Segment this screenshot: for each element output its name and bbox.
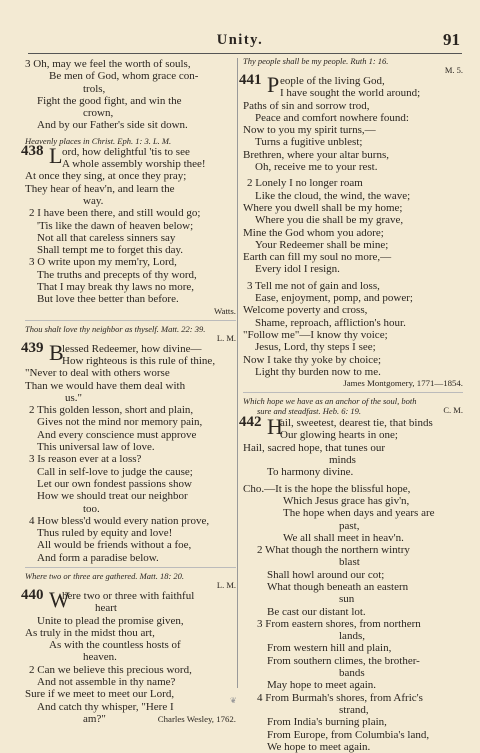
verse-line: Earth can fill my soul no more,— (243, 251, 392, 264)
hymn-number: 440 (21, 586, 44, 603)
verse-line: sun (339, 593, 355, 606)
header-rule (28, 53, 462, 54)
right-column (239, 56, 463, 753)
verse-line: Gives not the mind nor memory pain, (37, 416, 203, 429)
verse-line: 3 Tell me not of gain and loss, (247, 279, 380, 292)
verse-line: Call in self-love to judge the cause; (37, 465, 193, 478)
verse-line: From western hill and plain, (267, 642, 392, 655)
verse-line: Fight the good fight, and win the (37, 94, 182, 107)
verse-line: 2 Lonely I no longer roam (247, 177, 363, 190)
verse-line: Where you die shall be my grave, (255, 214, 404, 227)
verse-line: And every conscience must approve (37, 428, 197, 441)
hymn-heading: Thy people shall be my people. Ruth 1: 16. (243, 56, 389, 66)
verse-line: 2 What though the northern wintry (257, 544, 410, 557)
verse-line: Ease, enjoyment, pomp, and power; (255, 292, 413, 305)
hymn-separator (25, 567, 236, 568)
verse-line: From Europe, from Columbia's land, (267, 728, 430, 741)
chorus-line: The hope when days and years are (283, 507, 435, 520)
verse-line: 'Tis like the dawn of heaven below; (37, 219, 194, 232)
verse-line: As with the countless hosts of (49, 639, 181, 652)
hymn-442 (239, 396, 463, 753)
hymn-separator (243, 392, 463, 393)
verse-line: Oh, receive me to your rest. (255, 161, 378, 174)
verse-line: Jesus, Lord, thy steps I see; (255, 341, 376, 354)
verse-line: crown, (83, 107, 114, 120)
drop-cap: L (49, 142, 63, 168)
verse-line: "Follow me"—I know thy voice; (243, 328, 388, 341)
verse-line: 3 From eastern shores, from northern (257, 617, 421, 630)
verse-text: lessed Redeemer, how divine— (62, 342, 202, 355)
verse-text: here two or three with faithful (62, 589, 195, 602)
page-number: 91 (443, 30, 460, 49)
verse-line: Where you dwell shall be my home; (243, 201, 403, 214)
verse-line: Like the cloud, the wind, the wave; (255, 189, 411, 202)
hymn-441 (239, 56, 463, 389)
chorus-line: We all shall meet in heav'n. (283, 531, 404, 544)
verse-line: 3 Oh, may we feel the worth of souls, (25, 58, 191, 70)
verse-text: ord, how delightful 'tis to see (62, 145, 190, 158)
verse-line: Mine the God whom you adore; (243, 226, 384, 239)
verse-line: The truths and precepts of thy word, (37, 268, 197, 281)
verse-line: But love thee better than before. (37, 293, 179, 306)
verse-text: eople of the living God, (280, 75, 385, 87)
verse-line: Shall tempt me to forget this day. (37, 244, 184, 257)
verse-line: Let our own fondest passions show (37, 477, 192, 490)
hymn-meter: C. M. (443, 405, 463, 416)
drop-cap: P (267, 72, 280, 97)
hymn-heading: Where two or three are gathered. Matt. 18: 20. (25, 570, 185, 581)
verse-line: trols, (83, 82, 106, 95)
verse-line: Brethren, where your altar burns, (243, 148, 390, 161)
verse-line: Unite to plead the promise given, (37, 614, 184, 627)
verse-line: Welcome poverty and cross, (243, 304, 368, 317)
verse-line: 2 Can we believe this precious word, (29, 663, 192, 676)
running-title: Unity. (216, 32, 264, 48)
verse-line: Turns a fugitive unblest; (255, 136, 363, 149)
verse-line: 3 Is reason ever at a loss? (29, 453, 142, 466)
verse-line: 4 How bless'd would every nation prove, (29, 514, 210, 527)
hymn-number: 441 (239, 72, 262, 88)
verse-line: 2 This golden lesson, short and plain, (29, 404, 194, 417)
drop-cap: W (49, 586, 70, 612)
verse-line: Thus ruled by equity and love! (37, 527, 173, 540)
verse-line: To harmony divine. (267, 466, 354, 479)
verse-line: What though beneath an eastern (267, 580, 409, 593)
verse-line: They hear of heav'n, and learn the (25, 182, 175, 195)
hymn-437-tail (25, 58, 236, 132)
verse-line: Our glowing hearts in one; (280, 429, 398, 442)
verse-line: "Never to deal with others worse (25, 367, 170, 380)
verse-line: minds (329, 454, 356, 467)
column-divider (237, 58, 238, 688)
hymn-heading: Which hope we have as an anchor of the soul, both (243, 396, 417, 407)
verse-line: Light thy burden now to me. (255, 365, 381, 378)
verse-line: us." (65, 391, 83, 404)
verse-line: This universal law of love. (37, 441, 155, 454)
verse-line: As truly in the midst thou art, (25, 626, 155, 639)
verse-line: Be men of God, whom grace con- (49, 70, 199, 83)
hymn-author: Watts. (213, 305, 236, 316)
drop-cap: H (267, 414, 283, 440)
verse-line: That I may break thy laws no more, (37, 281, 195, 294)
hymn-438 (21, 135, 236, 317)
verse-line: Sure if we meet to meet our Lord, (25, 688, 175, 701)
verse-line: At once they sing, at once they pray; (25, 170, 187, 183)
verse-line: I have sought the world around; (280, 87, 421, 100)
verse-text: ail, sweetest, dearest tie, that binds (280, 417, 433, 430)
verse-line: And catch thy whisper, "Here I (37, 700, 174, 713)
left-column (21, 58, 236, 727)
hymn-number: 438 (21, 142, 44, 159)
hymn-meter: L. M. (216, 332, 236, 343)
verse-line: All would be friends without a foe, (37, 539, 192, 552)
verse-line: How righteous is this rule of thine, (62, 354, 216, 367)
hymn-number: 439 (21, 339, 44, 356)
verse-line: Shall howl around our cot; (267, 568, 385, 581)
verse-line: Peace and comfort nowhere found: (255, 111, 409, 124)
verse-line: 2 I have been there, and still would go; (29, 207, 201, 220)
verse-line: And not assemble in thy name? (37, 676, 176, 689)
hymn-heading: Heavenly places in Christ. Eph. 1: 3. L. M. (25, 135, 172, 146)
verse-line: blast (339, 556, 360, 569)
verse-line: 4 From Burmah's shores, from Afric's (257, 691, 423, 704)
hymn-separator (25, 320, 236, 321)
verse-line: Shame, reproach, affliction's hour. (255, 316, 406, 329)
hymn-heading: sure and steadfast. Heb. 6: 19. (257, 406, 362, 417)
chorus-line: past, (339, 519, 360, 532)
drop-cap: B (49, 339, 64, 365)
verse-line: Than we would have them deal with (25, 379, 186, 392)
verse-line: Every idol I resign. (255, 263, 340, 276)
verse-line: strand, (339, 703, 369, 716)
verse-line: Not all that careless sinners say (37, 231, 176, 244)
hymn-meter: L. M. (216, 579, 236, 590)
verse-line: May hope to meet again. (267, 679, 377, 692)
chorus-line: Which Jesus grace has giv'n, (283, 494, 410, 507)
verse-line: Now to you my spirit turns,— (243, 124, 376, 137)
hymn-heading: Thou shalt love thy neighbor as thyself. Matt. 22: 39. (25, 323, 206, 334)
verse-line: Now I take thy yoke by choice; (243, 353, 382, 366)
page-header (0, 30, 480, 52)
verse-line: Your Redeemer shall be mine; (255, 238, 389, 251)
hymn-meter: M. 5. (444, 65, 463, 75)
verse-line: too. (83, 502, 100, 515)
hymn-number: 442 (239, 414, 262, 431)
hymn-author: James Montgomery, 1771—1854. (343, 378, 463, 389)
verse-line: A whole assembly worship thee! (62, 158, 206, 171)
ornament-mark: ❦ (230, 696, 237, 705)
verse-line: way. (83, 194, 104, 207)
hymn-author: Charles Wesley, 1762. (157, 714, 236, 725)
verse-line: 3 O write upon my mem'ry, Lord, (29, 256, 177, 269)
verse-line: am?" (83, 712, 106, 725)
verse-line: heaven. (83, 651, 117, 664)
chorus-line: Cho.—It is the hope the blissful hope, (243, 482, 411, 495)
verse-line: We hope to meet again. (267, 740, 371, 753)
hymn-439 (21, 323, 236, 564)
verse-line: How we should treat our neighbor (37, 490, 188, 503)
verse-line: And by our Father's side sit down. (37, 119, 188, 132)
verse-line: lands, (339, 630, 365, 643)
verse-line: From India's burning plain, (267, 716, 387, 729)
verse-line: heart (95, 602, 117, 615)
verse-line: Be cast our distant lot. (267, 605, 366, 618)
hymn-440 (21, 570, 236, 725)
verse-line: Paths of sin and sorrow trod, (243, 99, 370, 112)
verse-line: And form a paradise below. (37, 551, 159, 564)
verse-line: Hail, sacred hope, that tunes our (243, 441, 386, 454)
verse-line: bands (339, 667, 365, 680)
verse-line: From southern climes, the brother- (267, 654, 420, 667)
